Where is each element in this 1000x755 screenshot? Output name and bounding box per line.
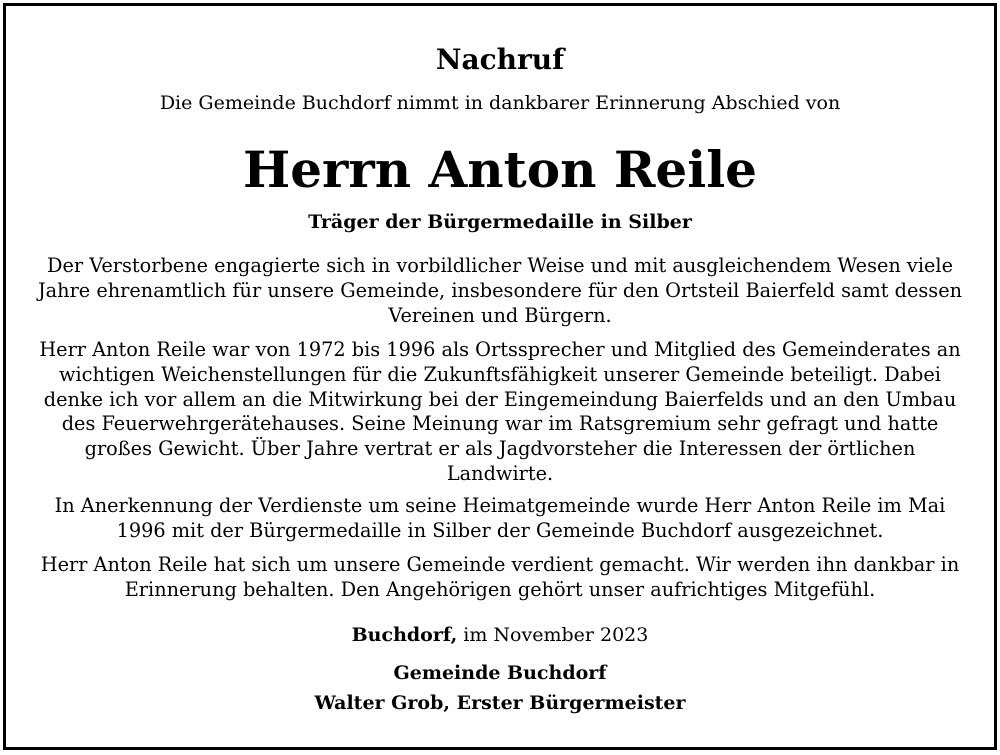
place-date-line: [0, 621, 1000, 649]
honor-title: Träger der Bürgermedaille in Silber: [308, 211, 692, 233]
notice-date: im November 2023: [463, 624, 649, 646]
notice-heading: Nachruf: [435, 43, 565, 76]
signer-name: Walter Grob, Erster Bürgermeister: [314, 692, 686, 714]
paragraph-3: In Anerkennung der Verdienste um seine Heimatgemeinde wurde Herr Anton Reile im Mai 1996 mit der Bürgermedaille in Silber der Gemeinde Buchdorf ausgezeichnet.: [54, 494, 946, 542]
paragraph-1: Der Verstorbene engagierte sich in vorbildlicher Weise und mit ausgleichendem Wesen viele Jahre ehrenamtlich für unsere Gemeinde, insbesondere für den Ortsteil Baierfeld samt dessen Vereinen und Bürgern.: [37, 254, 963, 327]
notice-intro: Die Gemeinde Buchdorf nimmt in dankbarer Erinnerung Abschied von: [159, 92, 841, 114]
paragraph-2: Herr Anton Reile war von 1972 bis 1996 als Ortssprecher und Mitglied des Gemeinderates an wichtigen Weichenstellungen für die Zukunftsfähigkeit unserer Gemeinde beteiligt. Dabei denke ich vor allem an die Mitwirkung bei der Eingemeindung Baierfelds und an den Umbau des Feuerwehrgerätehauses. Seine Meinung war im Ratsgremium sehr gefragt und hatte großes Gewicht. Über Jahre vertrat er als Jagdvorsteher die Interessen der örtlichen Landwirte.: [39, 338, 961, 485]
organization-name: Gemeinde Buchdorf: [393, 662, 607, 684]
place-name: Buchdorf,: [351, 624, 458, 646]
deceased-name: Herrn Anton Reile: [242, 140, 757, 199]
paragraph-4: Herr Anton Reile hat sich um unsere Gemeinde verdient gemacht. Wir werden ihn dankbar in Erinnerung behalten. Den Angehörigen gehört unser aufrichtiges Mitgefühl.: [40, 553, 960, 601]
